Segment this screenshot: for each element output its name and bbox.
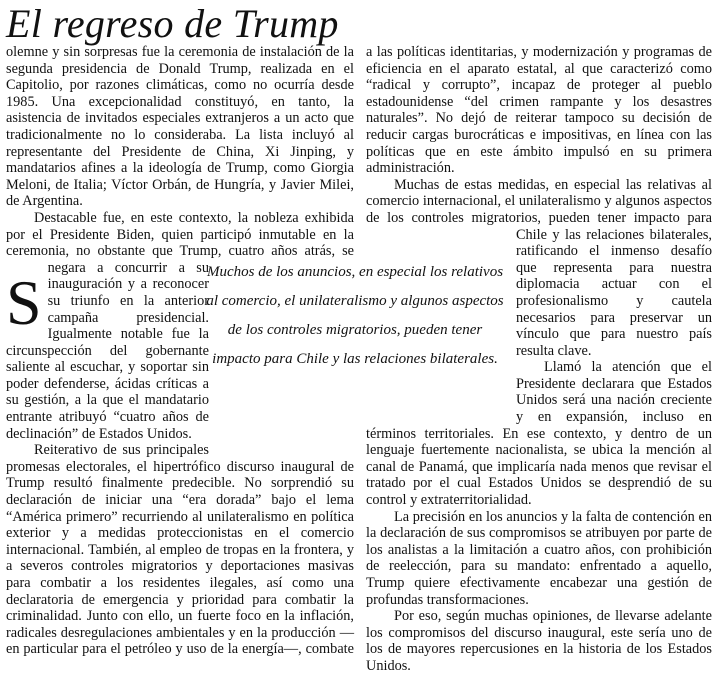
article-paragraph: Reiterativo de sus principales promesas electorales, el hipertrófico discurso inaugural de Trump resultó finalmente predecible. No sorprendió su declaración de iniciar una “era dorada” bajo el lema “América primero” recurriendo al unilateralismo en política exterior y a medidas proteccionistas en el comercio internacional. También, al empleo de tropas en la frontera, y a severos controles migratorios y deportaciones masivas para combatir a los residentes ilegales, así como una declaratoria de emergencia y prioridad para combatir la criminalidad. Junto con ello, un fuerte foco en la inflación, radicales desregulaciones ambientales y en la producción —en particular para el petróleo y uso de la energía—, combate <box>6 442 354 658</box>
article-paragraph: S olemne y sin sorpresas fue la ceremonia de instalación de la segunda presidencia de Donald Trump, realizada en el Capitolio, por razones climáticas, como no ocurría desde 1985. Una excepcionalidad constituyó, en tanto, la asistencia de invitados especiales extranjeros a un acto que tradicionalmente no lo consideraba. La lista incluyó al representante del Presidente de China, Xi Jinping, y mandatarios afines a la ideología de Trump, como Giorgia Meloni, de Italia; Víctor Orbán, de Hungría, y Javier Milei, de Argentina. <box>6 44 354 338</box>
article-paragraph: La precisión en los anuncios y la falta de contención en la declaración de sus compromisos se atribuyen por parte de los analistas a la limitación a cuatro años, con prohibición de reelección, para su mandato: enfrentado a aquello, Trump quiere efectivamente encabezar una gestión de profundas transformaciones. <box>366 508 712 608</box>
article-paragraph: Destacable fue, en este contexto, la nobleza exhibida por el Presidente Biden, quien participó inmutable en la ceremonia, no obstante que Trump, cuatro años atrás, se negara a concurrir a su inauguración y a reconocer su triunfo en la anterior campaña presidencial. Igualmente notable fue la circunspección del gobernante saliente al escuchar, y soportar sin poder defenderse, ácidas críticas a su gestión, a la que el mandatario entrante atribuyó “cuatro años de declinación” de Estados Unidos. <box>6 209 354 442</box>
article-paragraph-continued: a las políticas identitarias, y modernización y programas de eficiencia en el aparato estatal, al que caracterizó como “radical y corrupto”, incapaz de proteger al pueblo estadounidense “del crimen rampante y los desastres naturales”. No dejó de reiterar tampoco su decisión de reducir cargas burocráticas e impositivas, en línea con las políticas que en este ámbito impulsó en su primera administración. <box>366 44 712 177</box>
article-title: El regreso de Trump <box>6 1 339 46</box>
article-paragraph: Llamó la atención que el Presidente declarara que Estados Unidos será una nación creciente y en expansión, incluso en términos territoriales. En ese contexto, y dentro de un lenguaje fuertemente nacionalista, se ubica la mención al canal de Panamá, que implicaría nada menos que revisar el tratado por el cual Estados Unidos se desprendió de su control y extraterritorialidad. <box>366 359 712 509</box>
pull-quote: Muchos de los anuncios, en especial los relativos al comercio, el unilateralismo y algunos aspectos de los controles migratorios, pueden tener impacto para Chile y las relaciones bilaterales. <box>206 264 504 367</box>
drop-cap: S <box>6 267 42 338</box>
article-paragraph: Muchas de estas medidas, en especial las relativas al comercio internacional, el unilateralismo y algunos aspectos de los controles migratorios, pueden tener impacto para Chile y las relaciones bilaterales, ratificando el inmenso desafío que representa para nuestra diplomacia actuar con el profesionalismo y cautela necesarios para preservar un vínculo que para nuestro país resulta clave. <box>366 176 712 359</box>
article-paragraph: Por eso, según muchas opiniones, de llevarse adelante los compromisos del discurso inaugural, este sería uno de los de mayores repercusiones en la historia de los Estados Unidos. <box>366 608 712 674</box>
